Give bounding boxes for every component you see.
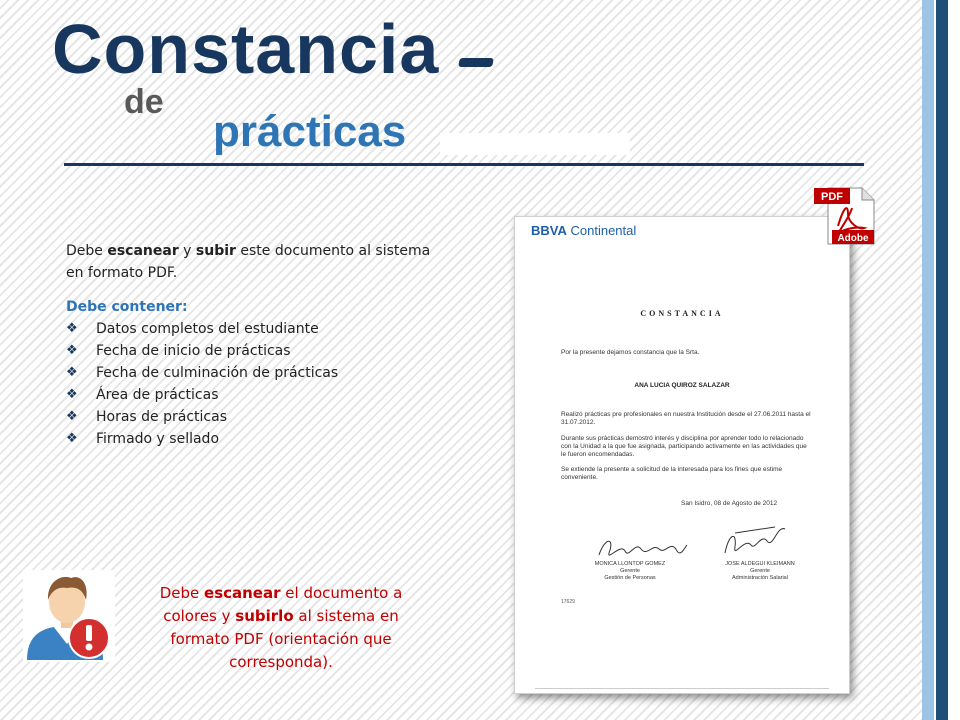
right-accent-bar	[922, 0, 960, 720]
title-highlight	[440, 133, 630, 155]
certificate-document-image	[514, 216, 850, 694]
diamond-bullet-icon: ❖	[66, 365, 78, 380]
bank-logo: BBVA Continental	[531, 223, 637, 238]
document-heading: CONSTANCIA	[640, 309, 724, 318]
document-code: 17629	[561, 599, 575, 605]
instructions-block	[66, 240, 446, 450]
title-dash	[458, 58, 494, 67]
signature-2-block: JOSE ALDEGUI KLEIMANN Gerente Administración Salarial	[725, 561, 795, 581]
scan-warning-text: Debe escanear el documento a colores y subirlo al sistema en formato PDF (orientación que corresponda).	[159, 584, 403, 671]
document-paragraph-4: Se extiende la presente a solicitud de la interesada para los fines que estime conveniente.	[561, 466, 783, 481]
diamond-bullet-icon: ❖	[66, 387, 78, 402]
user-alert-icon	[23, 570, 115, 662]
document-paragraph-2: Realizó prácticas pre profesionales en nuestra Institución desde el 27.06.2011 hasta el 31.07.2012.	[561, 411, 811, 426]
signature-1-block: MONICA LLONTOP GOMEZ Gerente Gestión de Personas	[594, 561, 666, 581]
bold-escanear: escanear	[107, 243, 179, 259]
document-footer-line	[535, 688, 829, 689]
diamond-bullet-icon: ❖	[66, 343, 78, 358]
title-underline	[64, 163, 864, 166]
adobe-label: Adobe	[837, 233, 869, 244]
requirements-list	[66, 318, 446, 450]
title-constancia: Constancia	[52, 10, 440, 88]
list-item: ❖ Horas de prácticas	[66, 406, 446, 428]
document-paragraph-1: Por la presente dejamos constancia que la Srta.	[561, 349, 700, 356]
contain-title: Debe contener:	[66, 299, 188, 315]
pdf-file-icon	[814, 186, 876, 246]
student-name: ANA LUCIA QUIROZ SALAZAR	[634, 382, 730, 389]
list-item: ❖ Área de prácticas	[66, 384, 446, 406]
diamond-bullet-icon: ❖	[66, 431, 78, 446]
list-item: ❖ Fecha de culminación de prácticas	[66, 362, 446, 384]
diamond-bullet-icon: ❖	[66, 409, 78, 424]
bold-subir: subir	[195, 243, 236, 259]
pdf-label: PDF	[821, 191, 843, 203]
intro-text: Debe escanear y subir este documento al sistema en formato PDF.	[66, 243, 431, 281]
title-practicas: prácticas	[213, 107, 407, 156]
diamond-bullet-icon: ❖	[66, 321, 78, 336]
signature-2-image	[715, 523, 795, 563]
document-date: San Isidro, 08 de Agosto de 2012	[681, 500, 778, 507]
list-item: ❖ Datos completos del estudiante	[66, 318, 446, 340]
document-paragraph-3: Durante sus prácticas demostró interés y disciplina por aprender todo lo relacionado con la Unidad a la que fue asignada, participando activamente en las actividades que le fueron encomendadas.	[561, 435, 807, 458]
title-de: de	[124, 83, 164, 121]
list-item: ❖ Firmado y sellado	[66, 428, 446, 450]
list-item: ❖ Fecha de inicio de prácticas	[66, 340, 446, 362]
